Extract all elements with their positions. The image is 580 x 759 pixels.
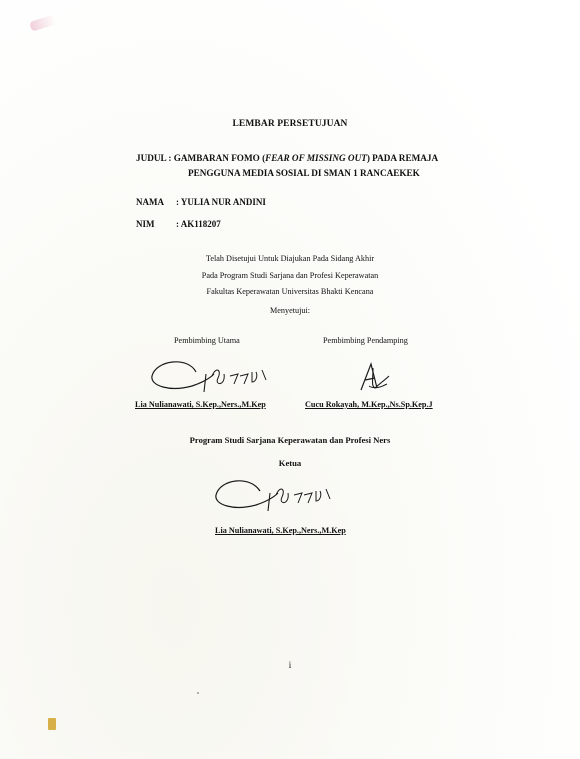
- pembimbing-pendamping-name: Cucu Rokayah, M.Kep.,Ns.Sp.Kep.J: [305, 400, 433, 409]
- nim-value: : AK118207: [176, 219, 221, 229]
- ketua-name: Lia Nulianawati, S.Kep.,Ners.,M.Kep: [215, 526, 346, 535]
- pembimbing-pendamping-label: Pembimbing Pendamping: [323, 336, 408, 345]
- program-line: Program Studi Sarjana Keperawatan dan Profesi Ners: [189, 435, 391, 445]
- menyetujui-label: Menyetujui:: [269, 306, 311, 315]
- nama-label: NAMA: [136, 197, 164, 207]
- judul-line-1: [136, 153, 438, 163]
- nim-label: NIM: [136, 219, 155, 229]
- judul-line-2: PENGGUNA MEDIA SOSIAL DI SMAN 1 RANCAEKEK: [188, 168, 420, 178]
- pembimbing-utama-label: Pembimbing Utama: [174, 336, 240, 345]
- judul-suffix: ) PADA REMAJA: [366, 153, 439, 163]
- edge-stain: [48, 718, 56, 730]
- signature-utama-icon: [148, 352, 278, 396]
- speck: [197, 692, 199, 694]
- approval-line-2: Pada Program Studi Sarjana dan Profesi Keperawatan: [201, 271, 379, 280]
- approval-line-3: Fakultas Keperawatan Universitas Bhakti Kencana: [206, 287, 374, 296]
- approval-line-1: Telah Disetujui Untuk Diajukan Pada Sidang Akhir: [205, 254, 375, 263]
- ketua-label: Ketua: [278, 458, 302, 468]
- signature-pendamping-icon: [355, 360, 395, 394]
- judul-prefix: JUDUL : GAMBARAN FOMO (: [136, 153, 266, 163]
- nim-row: [136, 219, 221, 229]
- nama-value: : YULIA NUR ANDINI: [176, 197, 266, 207]
- page-number: i: [288, 660, 292, 670]
- pembimbing-utama-name: Lia Nulianawati, S.Kep.,Ners.,M.Kep: [135, 400, 266, 409]
- corner-stain: [29, 14, 57, 32]
- judul-italic: FEAR OF MISSING OUT: [265, 153, 367, 163]
- page-title: LEMBAR PERSETUJUAN: [232, 119, 348, 129]
- signature-ketua-icon: [212, 473, 342, 517]
- nama-row: [136, 197, 266, 207]
